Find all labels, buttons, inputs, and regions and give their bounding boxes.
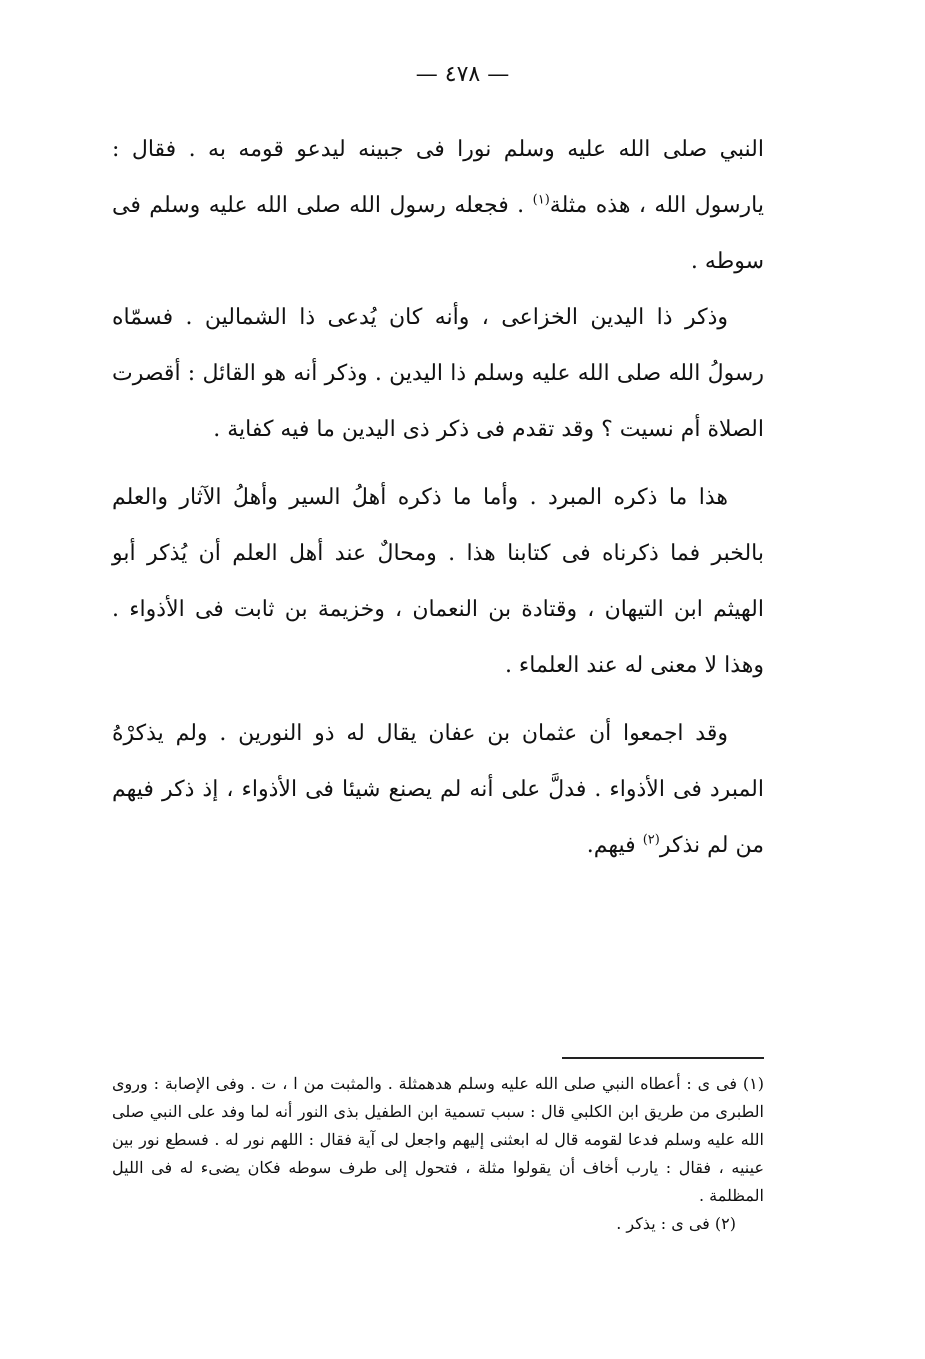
main-text <box>112 122 764 874</box>
paragraph-2: وذكر ذا اليدين الخزاعى ، وأنه كان يُدعى ذا الشمالين . فسمّاه رسولُ الله صلى الله عليه وسلم ذا اليدين . وذكر أنه هو القائل : أقصرت الصلاة أم نسيت ؟ وقد تقدم فى ذكر ذى اليدين ما فيه كفاية . <box>112 305 764 442</box>
footnote-1: (١) فى ى : أعطاه النبي صلى الله عليه وسلم هدهمثلة . والمثبت من ا ، ت . وفى الإصابة : وروى الطبرى من طريق ابن الكلبي قال : سبب تسمية ابن الطفيل بذى النور أنه لما وفد على النبي صلى الله عليه وسلم فدعا لقومه قال له ابعثنى إليهم واجعل لى آية فقال : اللهم نور له . فسطع نور بين عينيه ، فقال : يارب أخاف أن يقولوا مثلة ، فتحول إلى طرف سوطه فكان يضىء له فى الليل المظلمة . <box>112 1074 764 1205</box>
paragraph-1-word-mathla: مثلة <box>549 193 588 218</box>
footnotes <box>112 1070 764 1238</box>
footnote-ref-2[interactable]: (٢) <box>642 832 660 848</box>
footnote-separator <box>562 1057 764 1059</box>
footnote-2: (٢) فى ى : يذكر . <box>616 1214 736 1233</box>
paragraph-1 <box>112 122 764 290</box>
paragraph-1-line-2: . فجعله رسول الله صلى الله عليه وسلم فى سوطه . <box>112 193 764 274</box>
paragraph-3: هذا ما ذكره المبرد . وأما ما ذكره أهلُ السير وأهلُ الآثار والعلم بالخبر فما ذكرناه فى كتابنا هذا . ومحالٌ عند أهل العلم أن يُذكر أبو الهيثم ابن التيهان ، وقتادة بن النعمان ، وخزيمة بن ثابت فى الأذواء . وهذا لا معنى له عند العلماء . <box>112 485 764 678</box>
paragraph-4-text: وقد اجمعوا أن عثمان بن عفان يقال له ذو النورين . ولم يذكرْهُ المبرد فى الأذواء . فدلَّ على أنه لم يصنع شيئا فى الأذواء ، إذ ذكر فيهم من لم نذكر <box>112 721 764 858</box>
footnote-ref-1[interactable]: (١) <box>532 192 550 208</box>
paragraph-4 <box>112 706 764 874</box>
page-number: — ٤٧٨ — <box>415 62 510 87</box>
paragraph-1-line-1: النبي صلى الله عليه وسلم نورا فى جبينه ليدعو قومه به . فقال : يارسول الله ، هذه <box>112 137 765 218</box>
paragraph-4-end: فيهم. <box>586 833 643 858</box>
